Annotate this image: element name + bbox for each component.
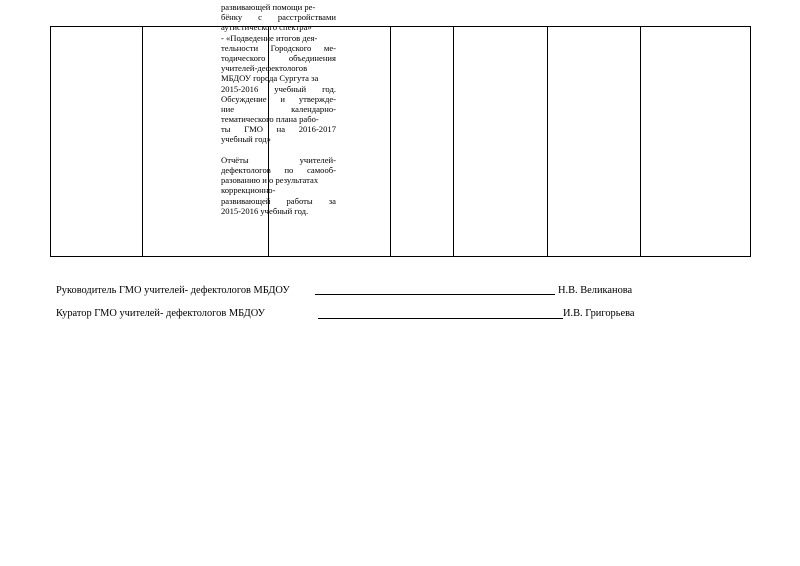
cell-text-line: дефектологов по самооб- bbox=[221, 165, 336, 175]
cell-blank-line bbox=[221, 145, 336, 155]
cell-text-line: аутистического спектра» bbox=[221, 22, 312, 33]
cell-text-line: 2015-2016 учебный год. bbox=[221, 205, 309, 216]
cell-text-line: развивающей работы за bbox=[221, 195, 336, 206]
curator-signature-line bbox=[318, 318, 563, 319]
cell-text-line: - «Подведение итогов дея- bbox=[221, 32, 318, 43]
cell-text-line: учебный год» bbox=[221, 134, 271, 145]
head-name: Н.В. Великанова bbox=[558, 285, 633, 296]
plan-table bbox=[50, 26, 751, 257]
curator-name: И.В. Григорьева bbox=[563, 308, 635, 319]
cell-text-line: тодического объединения bbox=[221, 52, 336, 63]
table-cell-topic bbox=[221, 2, 336, 216]
cell-text-line: Обсуждение и утвержде- bbox=[221, 93, 336, 104]
cell-text-line: тельности Городского ме- bbox=[221, 42, 336, 53]
cell-text-line: развивающей помощи ре- bbox=[221, 2, 316, 12]
cell-text-line: учителей-дефектологов bbox=[221, 63, 308, 74]
table-column-divider bbox=[547, 27, 548, 256]
cell-text-line: ние календарно- bbox=[221, 103, 336, 114]
table-column-divider bbox=[453, 27, 454, 256]
table-column-divider bbox=[390, 27, 391, 256]
table-column-divider bbox=[640, 27, 641, 256]
curator-signature-label: Куратор ГМО учителей- дефектологов МБДОУ bbox=[56, 308, 266, 319]
cell-text-line: 2015-2016 учебный год. bbox=[221, 83, 336, 94]
cell-text-line: коррекционно- bbox=[221, 185, 276, 196]
head-signature-line bbox=[315, 294, 555, 295]
cell-text-line: разованию и о результатах bbox=[221, 175, 319, 186]
head-signature-label: Руководитель ГМО учителей- дефектологов МБДОУ bbox=[56, 285, 290, 296]
cell-text-line: ты ГМО на 2016-2017 bbox=[221, 124, 336, 135]
cell-text-line: бёнку с расстройствами bbox=[221, 12, 336, 23]
table-column-divider bbox=[142, 27, 143, 256]
cell-text-line: тематического плана рабо- bbox=[221, 114, 319, 125]
cell-text-line: МБДОУ города Сургута за bbox=[221, 73, 319, 84]
cell-text-line: Отчёты учителей- bbox=[221, 154, 336, 165]
